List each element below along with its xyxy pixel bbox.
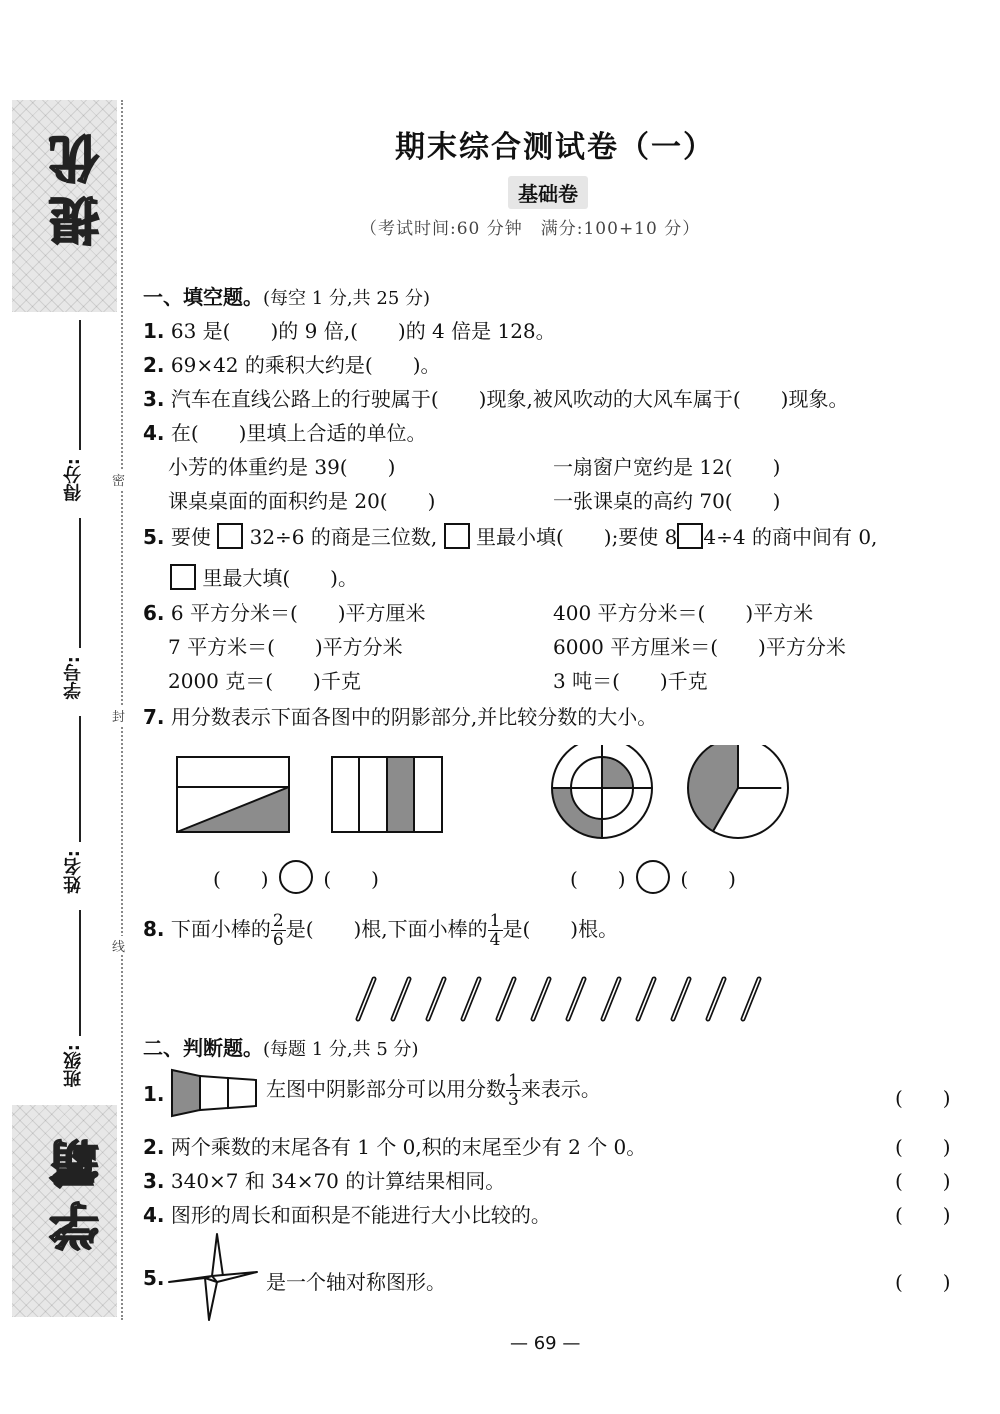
judge-blank[interactable]: ( ) bbox=[895, 1135, 951, 1159]
question-text: 汽车在直线公路上的行驶属于( )现象,被风吹动的大风车属于( )现象。 bbox=[170, 387, 849, 411]
question-number: 4. bbox=[143, 1203, 165, 1227]
answer-blank[interactable]: ( ) bbox=[570, 867, 626, 891]
q5-part: 要使 bbox=[170, 525, 211, 549]
question-2 bbox=[143, 349, 441, 378]
question-number: 1. bbox=[143, 1082, 165, 1106]
judge-blank[interactable]: ( ) bbox=[895, 1086, 951, 1110]
trapezoid-strip-figure bbox=[170, 1068, 260, 1118]
q6-item-e: 2000 克＝( )千克 bbox=[168, 669, 361, 693]
question-number: 5. bbox=[143, 525, 165, 549]
stick bbox=[638, 979, 654, 1019]
section-note: (每题 1 分,共 5 分) bbox=[263, 1039, 419, 1060]
judge-blank[interactable]: ( ) bbox=[895, 1203, 951, 1227]
question-number: 2. bbox=[143, 353, 165, 377]
answer-box[interactable] bbox=[677, 523, 703, 549]
fraction bbox=[506, 1072, 521, 1109]
judge-blank[interactable]: ( ) bbox=[895, 1270, 951, 1294]
fraction bbox=[271, 912, 286, 949]
compare-circle[interactable] bbox=[279, 860, 313, 894]
fraction-denominator: 6 bbox=[272, 930, 284, 950]
stick bbox=[498, 979, 514, 1019]
question-4 bbox=[143, 417, 426, 446]
q7-figures bbox=[170, 745, 830, 840]
answer-blank[interactable]: ( ) bbox=[323, 867, 379, 891]
q6-item-a: 6 平方分米＝( )平方厘米 bbox=[170, 601, 426, 625]
section-title: 二、判断题。 bbox=[143, 1036, 263, 1060]
question-number: 2. bbox=[143, 1135, 165, 1159]
fraction-denominator: 4 bbox=[489, 930, 501, 950]
stick bbox=[603, 979, 619, 1019]
q8-part: 是( )根。 bbox=[502, 917, 619, 941]
answer-blank[interactable]: ( ) bbox=[213, 867, 269, 891]
figure-thirds bbox=[688, 745, 788, 838]
brand-top-text: 提优 bbox=[49, 122, 107, 246]
judge-3 bbox=[143, 1165, 505, 1194]
figure-rect-triangle bbox=[177, 757, 289, 832]
q4-item-d: 一张课桌的高约 70( ) bbox=[553, 489, 781, 513]
question-text: 340×7 和 34×70 的计算结果相同。 bbox=[170, 1169, 506, 1193]
stick bbox=[708, 979, 724, 1019]
question-3 bbox=[143, 383, 848, 412]
label-class: 班级: bbox=[63, 1044, 84, 1088]
brand-bottom-text: 学霸 bbox=[49, 1127, 107, 1251]
fill-line bbox=[79, 716, 81, 842]
brand-panel-bottom bbox=[12, 1105, 117, 1317]
q6-item-d: 6000 平方厘米＝( )平方分米 bbox=[553, 635, 846, 659]
question-text: 图形的周长和面积是不能进行大小比较的。 bbox=[170, 1203, 551, 1227]
q4-item-c: 课桌桌面的面积约是 20( ) bbox=[168, 489, 436, 513]
q6-item-f: 3 吨＝( )千克 bbox=[553, 669, 708, 693]
question-number: 6. bbox=[143, 601, 165, 625]
brand-panel-top bbox=[12, 100, 117, 312]
stick bbox=[533, 979, 549, 1019]
label-score: 得分: bbox=[63, 458, 84, 502]
answer-blank[interactable]: ( ) bbox=[680, 867, 736, 891]
stick bbox=[428, 979, 444, 1019]
page-number: — 69 — bbox=[510, 1333, 581, 1354]
seal-char: 封 bbox=[112, 706, 125, 725]
figure-rect-quarters bbox=[332, 757, 442, 832]
exam-meta: （考试时间:60 分钟 满分:100+10 分） bbox=[360, 219, 701, 239]
q5-part: 里最小填( );要使 8 bbox=[475, 525, 678, 549]
fraction-numerator: 2 bbox=[272, 911, 284, 931]
q7-compare-left bbox=[213, 860, 379, 894]
seal-char: 密 bbox=[112, 470, 125, 489]
section-heading bbox=[143, 281, 430, 310]
stick bbox=[393, 979, 409, 1019]
page-title: 期末综合测试卷（一） bbox=[395, 130, 715, 165]
section-heading bbox=[143, 1032, 419, 1061]
question-text: 用分数表示下面各图中的阴影部分,并比较分数的大小。 bbox=[170, 705, 658, 729]
judge-1-text bbox=[266, 1072, 601, 1109]
question-1 bbox=[143, 315, 556, 344]
fraction-denominator: 3 bbox=[508, 1090, 519, 1110]
judge-blank[interactable]: ( ) bbox=[895, 1169, 951, 1193]
judge-4 bbox=[143, 1199, 551, 1228]
q8-part: 是( )根,下面小棒的 bbox=[285, 917, 488, 941]
compare-circle[interactable] bbox=[636, 860, 670, 894]
q7-compare-right bbox=[570, 860, 736, 894]
question-text: 来表示。 bbox=[520, 1077, 601, 1101]
stick bbox=[673, 979, 689, 1019]
judge-5-text: 是一个轴对称图形。 bbox=[266, 1270, 446, 1294]
fraction-numerator: 1 bbox=[508, 1071, 519, 1091]
q4-item-b: 一扇窗户宽约是 12( ) bbox=[553, 455, 781, 479]
judge-1 bbox=[143, 1082, 165, 1106]
q8-part: 下面小棒的 bbox=[170, 917, 271, 941]
question-5 bbox=[143, 521, 877, 550]
question-number: 7. bbox=[143, 705, 165, 729]
fraction bbox=[488, 912, 503, 949]
question-text: 69×42 的乘积大约是( )。 bbox=[170, 353, 441, 377]
question-7 bbox=[143, 701, 657, 730]
seal-char: 线 bbox=[112, 936, 125, 955]
fill-line bbox=[79, 518, 81, 648]
question-number: 1. bbox=[143, 319, 165, 343]
question-5-cont bbox=[170, 562, 358, 591]
section-note: (每空 1 分,共 25 分) bbox=[263, 288, 431, 309]
question-6 bbox=[143, 597, 426, 626]
q6-item-c: 7 平方米＝( )平方分米 bbox=[168, 635, 403, 659]
judge-5 bbox=[143, 1266, 165, 1290]
q4-item-a: 小芳的体重约是 39( ) bbox=[168, 455, 396, 479]
subtitle-badge: 基础卷 bbox=[508, 176, 588, 209]
question-number: 3. bbox=[143, 387, 165, 411]
sticks-row bbox=[350, 975, 780, 1025]
question-number: 4. bbox=[143, 421, 165, 445]
stick bbox=[358, 979, 374, 1019]
question-text: 两个乘数的末尾各有 1 个 0,积的末尾至少有 2 个 0。 bbox=[170, 1135, 647, 1159]
figure-ring bbox=[552, 745, 652, 838]
question-text: 63 是( )的 9 倍,( )的 4 倍是 128。 bbox=[170, 319, 556, 343]
stick bbox=[463, 979, 479, 1019]
q6-item-b: 400 平方分米＝( )平方米 bbox=[553, 601, 814, 625]
fill-line bbox=[79, 910, 81, 1036]
fill-line bbox=[79, 320, 81, 450]
q5-part: 32÷6 的商是三位数, bbox=[249, 525, 438, 549]
judge-2 bbox=[143, 1131, 646, 1160]
question-8 bbox=[143, 912, 618, 949]
answer-box[interactable] bbox=[217, 523, 243, 549]
question-number: 5. bbox=[143, 1266, 165, 1290]
label-student-id: 学号: bbox=[63, 656, 84, 700]
section-title: 一、填空题。 bbox=[143, 285, 263, 309]
q5-part: 里最大填( )。 bbox=[202, 566, 358, 590]
question-number: 8. bbox=[143, 917, 165, 941]
pinwheel-figure bbox=[165, 1232, 260, 1322]
question-text: 在( )里填上合适的单位。 bbox=[170, 421, 427, 445]
question-text: 左图中阴影部分可以用分数 bbox=[266, 1077, 506, 1101]
q5-part: 4÷4 的商中间有 0, bbox=[703, 525, 878, 549]
stick bbox=[743, 979, 759, 1019]
question-number: 3. bbox=[143, 1169, 165, 1193]
label-name: 姓名: bbox=[63, 850, 84, 894]
answer-box[interactable] bbox=[444, 523, 470, 549]
fraction-numerator: 1 bbox=[489, 911, 501, 931]
answer-box[interactable] bbox=[170, 564, 196, 590]
stick bbox=[568, 979, 584, 1019]
